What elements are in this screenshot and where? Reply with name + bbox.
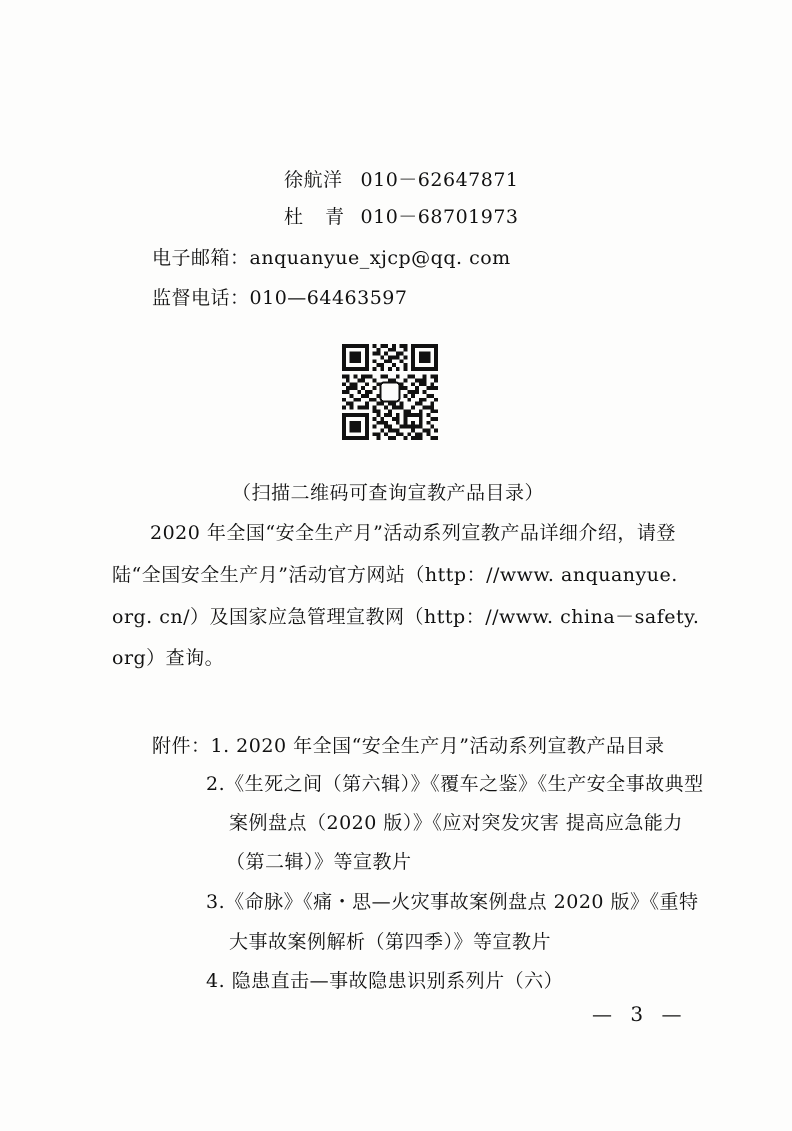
intro-line-1: 2020 年全国“安全生产月”活动系列宣教产品详细介绍，请登 — [150, 522, 676, 544]
email-label: 电子邮箱： — [152, 247, 250, 269]
attachments-label: 附件： — [152, 735, 211, 757]
attachments-line-1 — [152, 734, 665, 758]
qr-caption: （扫描二维码可查询宣教产品目录） — [232, 482, 545, 504]
contact-phone: 010－68701973 — [360, 206, 519, 228]
contact-phone: 010－62647871 — [360, 169, 519, 191]
attachment-item: 2.《生死之间（第六辑）》《覆车之鉴》《生产安全事故典型 — [206, 773, 704, 795]
hotline-number: 010—64463597 — [249, 287, 408, 309]
hotline-label: 监督电话： — [152, 287, 250, 309]
intro-line-3: org. cn/）及国家应急管理宣教网（http：//www. china－safety. — [112, 606, 700, 628]
attachment-item: （第二辑）》等宣教片 — [226, 851, 412, 873]
contact-name: 杜青 — [284, 206, 367, 228]
email-line — [152, 246, 511, 270]
contact-line-2 — [284, 205, 519, 229]
contact-name: 徐航洋 — [284, 169, 343, 191]
qr-center-logo — [380, 382, 399, 401]
hotline-line — [152, 286, 408, 310]
contact-line-1 — [284, 168, 519, 192]
intro-line-4: org）查询。 — [112, 647, 225, 669]
page-number: — 3 — — [592, 1002, 688, 1026]
email-address: anquanyue_xjcp@qq. com — [249, 247, 511, 269]
attachment-item: 3.《命脉》《痛・思—火灾事故案例盘点 2020 版》《重特 — [206, 891, 699, 913]
attachment-item: 大事故案例解析（第四季）》等宣教片 — [229, 931, 552, 953]
intro-line-2: 陆“全国安全生产月”活动官方网站（http：//www. anquanyue. — [112, 564, 678, 586]
attachment-item: 1. 2020 年全国“安全生产月”活动系列宣教产品目录 — [210, 735, 665, 757]
qr-code-image — [342, 344, 438, 440]
attachment-item: 案例盘点（2020 版）》《应对突发灾害 提高应急能力 — [229, 812, 683, 834]
attachment-item: 4. 隐患直击—事故隐患识别系列片（六） — [206, 970, 564, 992]
